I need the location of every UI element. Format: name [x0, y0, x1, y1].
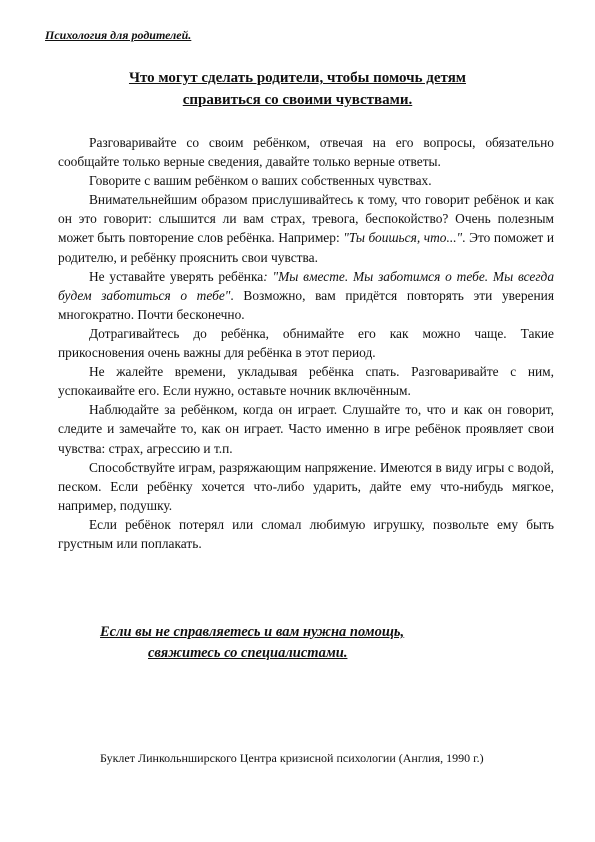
section-header: Психология для родителей. [45, 28, 192, 42]
paragraph-4 [58, 267, 554, 324]
paragraph-9: Если ребёнок потерял или сломал любимую игрушку, позвольте ему быть грустным или поплакать. [58, 516, 554, 551]
paragraph-3-quote: "Ты боишься, что..." [343, 230, 463, 246]
paragraph-3-tail: . Это поможет и родителю, и ребёнку прояснить свои чувства. [58, 230, 554, 265]
document-title [60, 67, 535, 111]
paragraph-7: Наблюдайте за ребёнком, когда он играет. Слушайте то, что и как он говорит, следите и замечайте то, как он играет. Часто именно в игре ребёнок проявляет свои чувства: страх, агрессию и т.п. [58, 402, 554, 456]
paragraph-4-tail: . Возможно, вам придётся повторять эти уверения многократно. Почти бесконечно. [58, 287, 554, 322]
paragraph-6: Не жалейте времени, укладывая ребёнка спать. Разговаривайте с ним, успокаивайте его. Если нужно, оставьте ночник включённым. [58, 364, 554, 399]
title-line-1: Что могут сделать родители, чтобы помочь детям [128, 70, 467, 86]
paragraph-8: Способствуйте играм, разряжающим напряжение. Имеются в виду игры с водой, песком. Если ребёнку хочется что-либо ударить, дайте ему что-нибудь мягкое, например, подушку. [58, 459, 554, 513]
paragraph-4-quote: : "Мы вместе. Мы заботимся о тебе. Мы всегда будем заботиться о тебе" [58, 268, 555, 303]
paragraph-2: Говорите с вашим ребёнком о ваших собственных чувствах. [89, 173, 432, 189]
contact-callout [100, 622, 520, 664]
contact-line-1: Если вы не справляетесь и вам нужна помощь, [100, 624, 405, 640]
paragraph-1: Разговаривайте со своим ребёнком, отвечая на его вопросы, обязательно сообщайте только верные сведения, давайте только верные ответы. [58, 135, 554, 170]
paragraph-4-text: Не уставайте уверять ребёнка [89, 268, 264, 284]
source-citation: Буклет Линкольнширского Центра кризисной психологии (Англия, 1990 г.) [100, 751, 484, 765]
paragraph-5: Дотрагивайтесь до ребёнка, обнимайте его как можно чаще. Такие прикосновения очень важны для ребёнка в этот период. [58, 325, 554, 361]
paragraph-3 [58, 190, 554, 266]
contact-line-2: свяжитесь со специалистами. [148, 645, 348, 661]
paragraph-3-text: Внимательнейшим образом прислушивайтесь к тому, что говорит ребёнок и как он это говорит: слышится ли вам страх, тревога, беспокойство? Очень полезным может быть повторение слов ребёнка. Например: [58, 192, 554, 246]
body-text [58, 133, 554, 553]
title-line-2: справиться со своими чувствами. [182, 92, 413, 108]
